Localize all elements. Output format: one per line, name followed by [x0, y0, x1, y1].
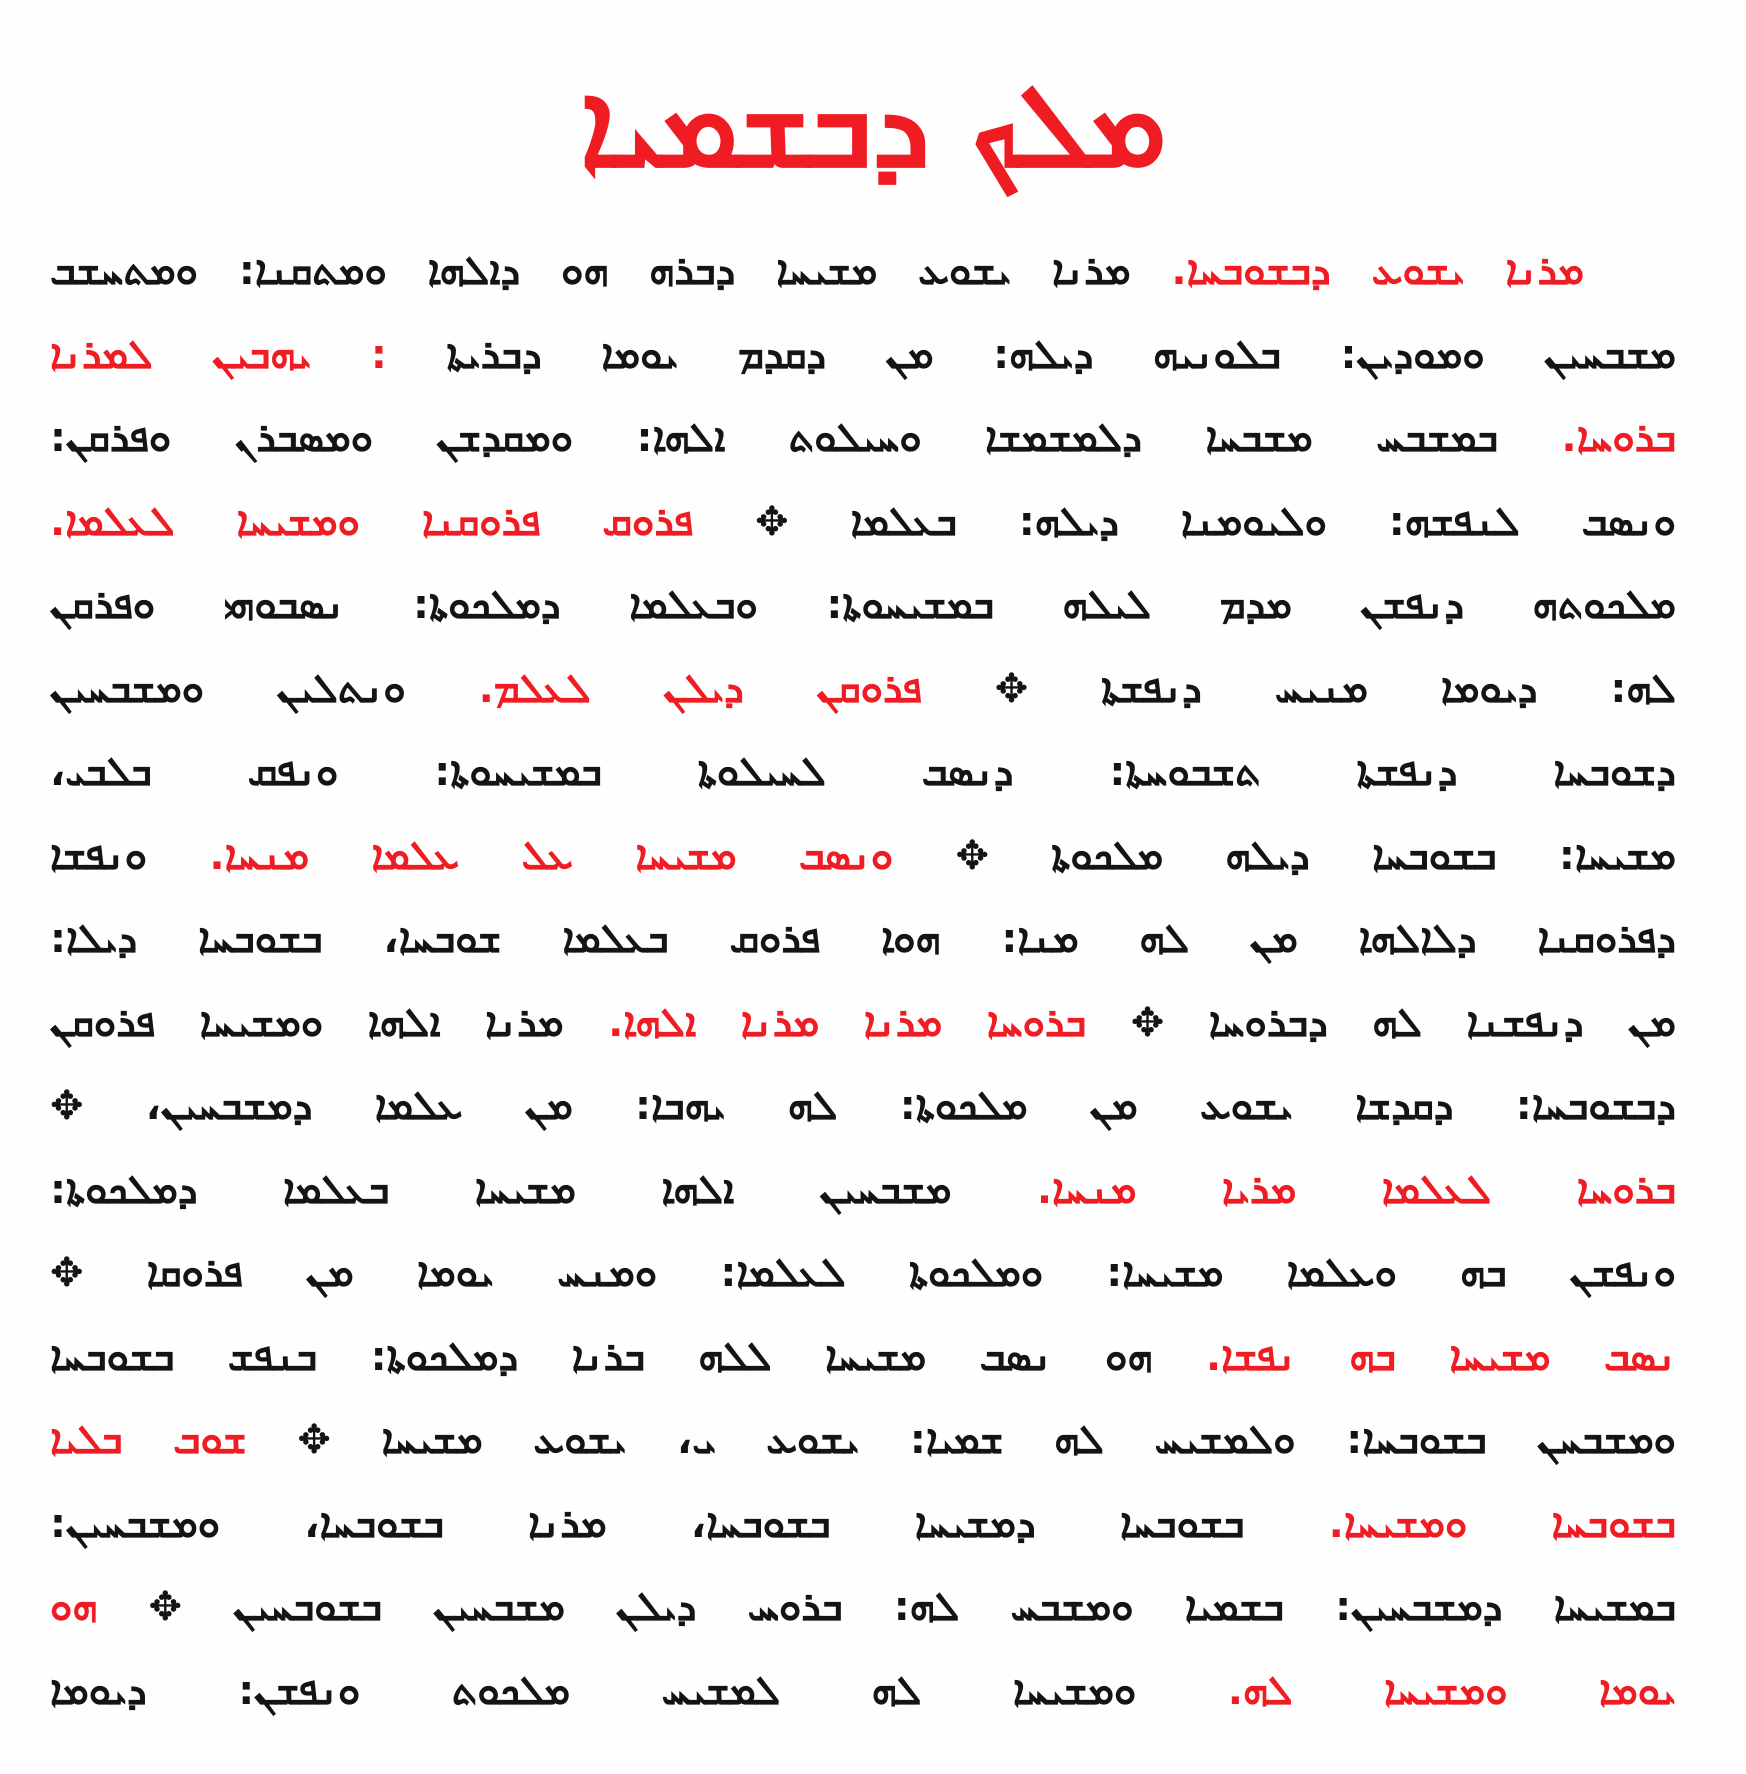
body-text: ܗܘ ܢܣܒ ܡܫܝܚܐ ܠܠܗ ܒܪܢܐ ܕܡܠܟܘܬܐ: ܒܢܦܫ ܒܫܘܒܚܐ: [50, 1333, 1153, 1380]
body-text: ܘܡܫܒܚܢ ܒܫܘܒܚܐ: ܘܠܡܫܝܚ ܠܗ ܫܡܝܐ: ܝܫܘܥ ܝ، ܝܫܘܥ ܡܫܝܚܐ ✥: [297, 1417, 1676, 1463]
page-title: ܡܠܟ ܕܒܫܡܝܐ: [579, 56, 1167, 194]
text-body: [50, 230, 1676, 1733]
text-line: [50, 731, 1676, 815]
rubric-text: ܒܪܘܚܐ.: [1561, 415, 1676, 461]
body-text: ܠܗ: ܕܝܘܡܐ ܡܢܝܚ ܕܢܦܫܬܐ ✥: [994, 665, 1676, 712]
text-line: [50, 648, 1676, 732]
rubric-text: ܝܘܡܐ ܘܡܫܝܚܐ ܠܗ.: [1227, 1667, 1676, 1714]
body-text: ܡܢ ܕܢܦܫܢܐ ܠܗ ܕܒܪܘܚܐ ✥: [1130, 999, 1676, 1046]
body-text: ܘܢܬܠܝܢ ܘܡܫܒܚܝܢ: [50, 665, 406, 712]
rubric-text: ܢܣܒ ܡܫܝܚܐ ܒܗ ܢܦܫܐ.: [1205, 1333, 1676, 1380]
text-line: [50, 815, 1676, 899]
body-text: ܒܫܘܒܚܐ ܕܡܫܝܚܐ ܒܫܘܒܚܐ، ܡܪܢܐ ܒܫܘܒܚܐ، ܘܡܫܒܚܝܢ:: [50, 1500, 1245, 1547]
body-text: ܡܫܒܚܝܢ ܘܡܘܕܝܢ: ܒܠܘܢܝܗ ܕܝܠܗ: ܡܢ ܕܩܕܡ ܝܘܡܐ ܕܒܪܝܬܐ: [446, 331, 1676, 378]
body-text: ܡܫܝܚܐ: ܒܫܘܒܚܐ ܕܝܠܗ ܡܠܟܘܬܐ ✥: [955, 832, 1676, 879]
rubric-text: ܒܪܘܚܐ ܡܪܢܐ ܡܪܢܐ ܐܠܗܐ.: [608, 999, 1087, 1046]
rubric-text: ܦܪܘܩܢ ܕܝܠܢ ܠܥܠܡ.: [478, 665, 922, 712]
text-line: [50, 1399, 1676, 1483]
body-text: ܡܠܟܘܬܗ ܕܢܦܫܢ ܡܕܡ ܠܝܠܗ ܒܡܫܝܚܘܬܐ: ܘܒܥܠܡܐ ܕܡܠܟܘܬܐ: ܢܣܒܘܗܝ ܘܦܪܩܢ: [50, 582, 1676, 628]
rubric-text: ܒܫܘܒܚܐ ܘܡܫܝܚܐ.: [1328, 1500, 1676, 1547]
text-line: [50, 898, 1676, 982]
body-text: ܒܡܫܒܚ ܡܫܒܚܐ ܕܠܡܫܡܫܐ ܘܚܝܠܘܬ ܐܠܗܐ: ܘܡܩܕܫܢ ܘܡܣܒܪܢ ܘܦܪܩܢ:: [50, 415, 1498, 461]
text-line: [50, 1316, 1676, 1400]
text-line: [50, 397, 1676, 481]
rubric-text: : ܝܗܒܝܢ ܠܡܪܢܐ: [50, 331, 387, 378]
body-text: ܘܡܫܝܚܐ ܠܗ ܠܡܫܝܚ ܡܠܟܘܬ ܘܢܦܫܢ: ܕܝܘܡܐ: [50, 1667, 1137, 1714]
text-line: [50, 1650, 1676, 1734]
body-text: ܡܫܒܚܝܢ ܐܠܗܐ ܡܫܝܚܐ ܒܥܠܡܐ ܕܡܠܟܘܬܐ:: [50, 1166, 952, 1213]
text-line: [50, 1566, 1676, 1650]
text-line: [50, 314, 1676, 398]
text-line: [50, 230, 1676, 314]
rubric-text: ܘܢܣܒ ܡܫܝܚܐ ܥܠ ܥܠܡܐ ܡܢܚܐ.: [209, 832, 894, 879]
body-text: ܘܢܦܫܢ ܒܗ ܘܥܠܡܐ ܡܫܝܚܐ: ܘܡܠܟܘܬܐ ܠܥܠܡܐ: ܘܡܢܚ ܝܘܡܐ ܡܢ ܦܪܘܩܐ ✥: [50, 1250, 1676, 1296]
text-line: [50, 1483, 1676, 1567]
text-line: [50, 1232, 1676, 1316]
rubric-text: ܡܪܢܐ ܝܫܘܥ ܕܒܫܘܒܚܐ.: [1171, 248, 1584, 294]
text-line: [50, 564, 1676, 648]
body-text: ܘܢܣܒ ܠܢܦܫܗ: ܘܠܝܘܡܢܐ ܕܝܠܗ: ܒܥܠܡܐ ✥: [755, 498, 1676, 545]
body-text: ܡܪܢܐ ܐܠܗܐ ܘܡܫܝܚܐ ܦܪܘܩܢ: [50, 999, 564, 1046]
rubric-text: ܗܘ: [50, 1584, 98, 1630]
text-line: [50, 481, 1676, 565]
body-text: ܒܡܫܝܚܐ ܕܡܫܒܚܝܢ: ܒܫܡܝܐ ܘܡܫܒܚ ܠܗ: ܒܪܘܚ ܕܝܠܢ ܡܫܒܚܝܢ ܒܫܘܒܚܝܢ ✥: [148, 1584, 1676, 1630]
text-line: [50, 982, 1676, 1066]
body-text: ܡܪܢܐ ܝܫܘܥ ܡܫܝܚܐ ܕܒܪܗ ܗܘ ܕܐܠܗܐ ܘܡܬܩܢܐ: ܘܡܬܚܫܒ: [50, 248, 1131, 294]
body-text: ܕܫܘܒܚܐ ܕܢܦܫܬܐ ܬܫܒܘܚܬܐ: ܕܢܣܒ ܠܚܝܠܘܬܐ ܒܡܫܝܚܘܬܐ: ܘܢܦܩ ܒܠܒܝ،: [50, 749, 1676, 795]
body-text: ܕܒܫܘܒܚܐ: ܕܩܕܫܐ ܝܫܘܥ ܡܢ ܡܠܟܘܬܐ: ܠܗ ܝܗܒܐ: ܡܢ ܥܠܡܐ ܕܡܫܒܚܝܢ، ✥: [50, 1083, 1676, 1129]
rubric-text: ܒܪܘܚܐ ܠܥܠܡܐ ܡܪܝܐ ܡܢܚܐ.: [1036, 1166, 1676, 1213]
text-line: [50, 1149, 1676, 1233]
rubric-text: ܦܪܘܩ ܦܪܘܩܢܐ ܘܡܫܝܚܐ ܠܥܠܡܐ.: [50, 498, 694, 545]
body-text: ܕܦܪܘܩܢܐ ܕܠܐܠܗܐ ܡܢ ܠܗ ܡܢܐ: ܗܘܐ ܦܪܘܩ ܒܥܠܡܐ ܫܘܒܚܐ، ܒܫܘܒܚܐ ܕܝܠܐ:: [50, 916, 1676, 962]
rubric-text: ܫܘܒ ܒܠܝܐ: [50, 1417, 247, 1463]
text-line: [50, 1065, 1676, 1149]
body-text: ܘܢܦܫܐ: [50, 832, 148, 879]
